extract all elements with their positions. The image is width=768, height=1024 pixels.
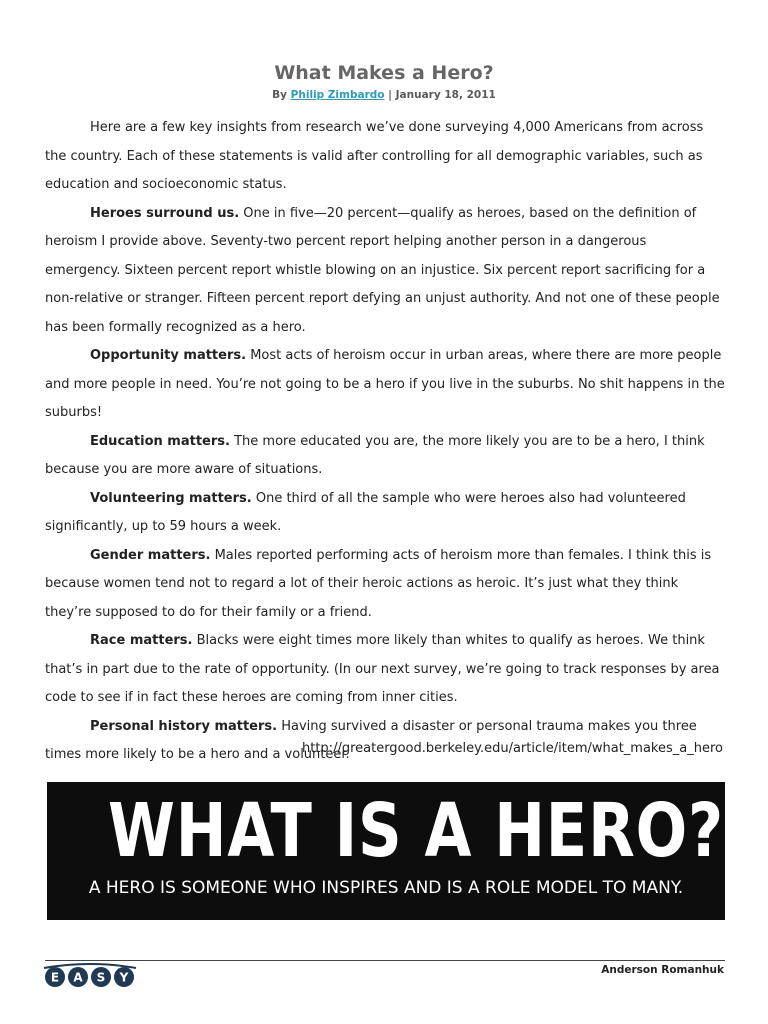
article-body xyxy=(45,114,725,770)
logo-circle xyxy=(114,967,134,987)
logo-letter: A xyxy=(73,970,83,985)
source-link[interactable]: http://greatergood.berkeley.edu/article/item/what_makes_a_hero xyxy=(302,741,723,756)
paragraph-text: Blacks were eight times more likely than whites to qualify as heroes. We think that’s in part due to the rate of opportunity. (In our next survey, we’re going to track responses by area code to see if in fact these heroes are coming from inner cities. xyxy=(45,633,720,705)
logo-letter: E xyxy=(50,970,60,985)
paragraph-lead: Heroes surround us. xyxy=(90,205,240,221)
hero-banner xyxy=(47,782,725,920)
easy-logo xyxy=(42,962,138,988)
footer-divider xyxy=(45,960,725,961)
article-title: What Makes a Hero? xyxy=(274,62,494,84)
paragraph-lead: Gender matters. xyxy=(90,547,211,563)
author-link[interactable]: Philip Zimbardo xyxy=(290,89,385,101)
logo-circle xyxy=(68,967,88,987)
paragraph-text: Males reported performing acts of heroism more than females. I think this is because women tend not to regard a lot of their heroic actions as heroic. It’s just what they think they’re supposed to do for their family or a friend. xyxy=(45,547,712,620)
paragraph-lead: Education matters. xyxy=(90,433,230,449)
paragraph xyxy=(45,627,725,713)
paragraph-lead: Volunteering matters. xyxy=(90,490,252,506)
paragraph-text: The more educated you are, the more likely you are to be a hero, I think because you are more aware of situations. xyxy=(45,433,705,477)
paragraph-text: Most acts of heroism occur in urban areas, where there are more people and more people in need. You’re not going to be a hero if you live in the suburbs. No shit happens in the suburbs! xyxy=(45,348,725,420)
paragraph xyxy=(45,428,725,485)
logo-circle xyxy=(91,967,111,987)
paragraph xyxy=(45,485,725,542)
paragraph-lead: Opportunity matters. xyxy=(90,348,247,363)
logo-letter: S xyxy=(96,970,106,985)
footer-author: Anderson Romanhuk xyxy=(601,964,724,976)
paragraph xyxy=(45,200,725,343)
byline-separator: | xyxy=(388,89,392,101)
logo-letter: Y xyxy=(119,970,129,985)
byline-prefix: By xyxy=(272,89,288,101)
paragraph-lead: Race matters. xyxy=(90,633,193,648)
paragraph-text: One third of all the sample who were heroes also had volunteered significantly, up to 59 hours a week. xyxy=(45,490,686,534)
paragraph xyxy=(45,114,725,200)
paragraph xyxy=(45,342,725,428)
paragraph-text: Here are a few key insights from research we’ve done surveying 4,000 Americans from across the country. Each of these statements is valid after controlling for all demographic variables, such as education and socioeconomic status. xyxy=(45,120,704,192)
paragraph-text: Having survived a disaster or personal trauma makes you three times more likely to be a hero and a volunteer. xyxy=(45,718,697,762)
paragraph-text: One in five—20 percent—qualify as heroes, based on the definition of heroism I provide above. Seventy-two percent report helping another person in a dangerous emergency. Sixteen percent report whistle blowing on an injustice. Six percent report sacrificing for a non-relative or stranger. Fifteen percent report defying an unjust authority. And not one of these people has been formally recognized as a hero. xyxy=(45,205,720,335)
banner-subline: A HERO IS SOMEONE WHO INSPIRES AND IS A ROLE MODEL TO MANY. xyxy=(88,878,684,898)
paragraph-lead: Personal history matters. xyxy=(90,718,278,734)
byline xyxy=(0,89,768,101)
logo-circle xyxy=(45,967,65,987)
paragraph xyxy=(45,542,725,628)
article-date: January 18, 2011 xyxy=(395,89,496,101)
banner-headline: WHAT IS A HERO? xyxy=(108,788,725,874)
